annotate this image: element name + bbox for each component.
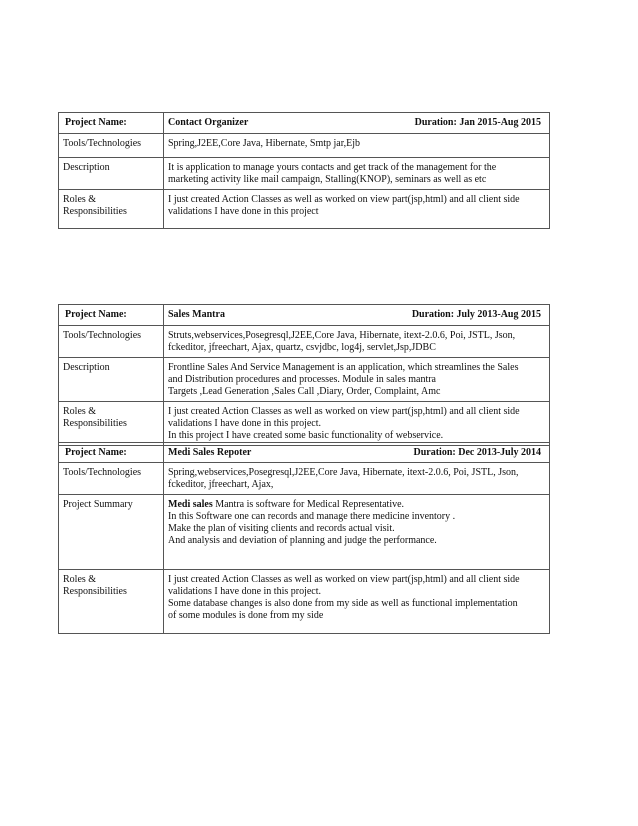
description-label: Description [59, 158, 164, 190]
roles-label: Roles & Responsibilities [59, 190, 164, 229]
project-name-label: Project Name: [59, 443, 164, 463]
project-duration: Duration: July 2013-Aug 2015 [411, 309, 541, 320]
project-summary-label: Project Summary [59, 495, 164, 570]
project-duration: Duration: Dec 2013-July 2014 [413, 447, 541, 458]
project-table-medi-sales-repoter [58, 442, 550, 634]
project-name-label: Project Name: [59, 113, 164, 134]
project-name: Contact Organizer [168, 117, 249, 128]
tools-label: Tools/Technologies [59, 134, 164, 158]
project-name-label: Project Name: [59, 305, 164, 326]
project-duration: Duration: Jan 2015-Aug 2015 [414, 117, 541, 128]
description-value: Frontline Sales And Service Management is an application, which streamlines the Sales and Distribution procedures and processes. Module in sales mantra Targets ,Lead Generation ,Sales Call ,Diary, Order, Complaint, Amc [164, 358, 550, 402]
tools-value: Spring,J2EE,Core Java, Hibernate, Smtp jar,Ejb [164, 134, 550, 158]
roles-value: I just created Action Classes as well as worked on view part(jsp,html) and all client side validations I have done in this project [164, 190, 550, 229]
roles-value: I just created Action Classes as well as worked on view part(jsp,html) and all client side validations I have done in this project. Some database changes is also done from my side as well as functional implementation of some modules is done from my side [164, 570, 550, 634]
tools-label: Tools/Technologies [59, 326, 164, 358]
tools-value: Struts,webservices,Posegresql,J2EE,Core Java, Hibernate, itext-2.0.6, Poi, JSTL, Json, fckeditor, jfreechart, Ajax, quartz, csvjdbc, log4j, servlet,Jsp,JDBC [164, 326, 550, 358]
project-table-contact-organizer [58, 112, 550, 229]
roles-label: Roles & Responsibilities [59, 570, 164, 634]
roles-label: Roles & Responsibilities [59, 402, 164, 446]
tools-value: Spring,webservices,Posegresql,J2EE,Core Java, Hibernate, itext-2.0.6, Poi, JSTL, Json, fckeditor, jfreechart, Ajax, [164, 463, 550, 495]
project-name: Medi Sales Repoter [168, 447, 252, 458]
project-table-sales-mantra [58, 304, 550, 446]
roles-value: I just created Action Classes as well as worked on view part(jsp,html) and all client side validations I have done in this project. In this project I have created some basic functionality of webservice. [164, 402, 550, 446]
project-summary-value: Medi sales Mantra is software for Medical Representative. In this Software one can records and manage there medicine inventory . Make the plan of visiting clients and records actual visit. And analysis and deviation of planning and judge the performance. [164, 495, 550, 570]
description-value: It is application to manage yours contacts and get track of the management for the marketing activity like mail campaign, Stalling(KNOP), seminars as well as etc [164, 158, 550, 190]
description-label: Description [59, 358, 164, 402]
tools-label: Tools/Technologies [59, 463, 164, 495]
project-name: Sales Mantra [168, 309, 225, 320]
